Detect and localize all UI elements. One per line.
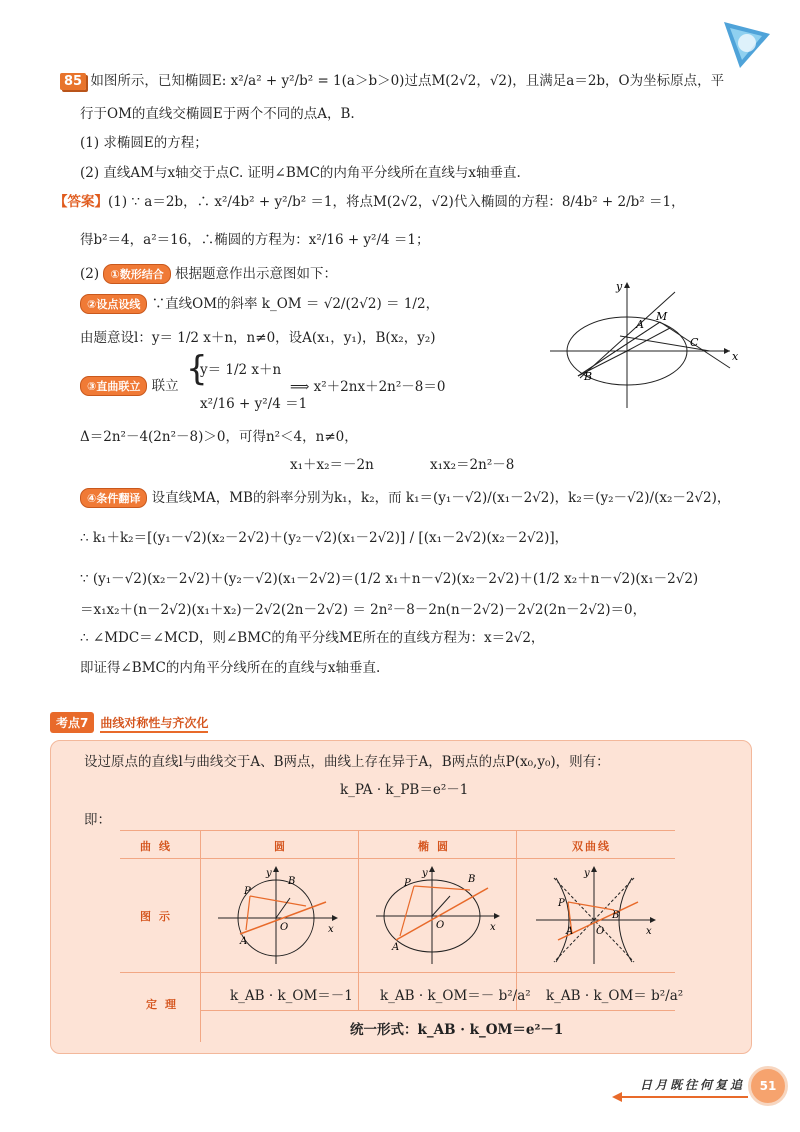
circle-y: y: [266, 868, 272, 879]
hyperbola-y: y: [584, 868, 590, 879]
table-line-header: [120, 858, 675, 859]
answer-line1: [54, 190, 685, 210]
topic-label: 考点7: [50, 712, 94, 733]
footer-slogan: 日月既往何复追: [640, 1078, 746, 1092]
hyperbola-B: B: [612, 910, 620, 921]
page-number: 51: [748, 1066, 788, 1106]
tag-shedian: ②设点设线: [80, 294, 147, 314]
topic-ji: 即：: [84, 812, 111, 828]
hyperbola-x: x: [646, 926, 652, 937]
table-vline-1: [200, 830, 201, 1042]
diag-B: B: [584, 370, 593, 383]
tag-tiaojian: ④条件翻译: [80, 488, 147, 508]
part2-text6: 设直线MA，MB的斜率分别为k₁，k₂，而 k₁＝(y₁－√2)/(x₁－2√2)，k₂＝(y₂－√2)/(x₂－2√2)，: [151, 490, 731, 506]
answer-p1-line2: 得b²＝4，a²＝16，∴椭圆的方程为：x²/16 + y²/4 ＝1；: [80, 232, 430, 248]
footer-arrowhead: [612, 1092, 622, 1102]
answer-p2-expand: ∵ (y₁－√2)(x₂－2√2)＋(y₂－√2)(x₁－2√2)＝(1/2 x₁＋n－√2)(x₂－2√2)＋(1/2 x₂＋n－√2)(x₁－2√2): [80, 571, 699, 587]
col-header-hyperbola: 双曲线: [572, 840, 611, 853]
part2-text2: ∵直线OM的斜率 k_OM ＝ √2/(2√2) ＝ 1/2，: [151, 296, 440, 312]
table-vline-2: [358, 830, 359, 1010]
vieta-product: x₁x₂＝2n²－8: [430, 457, 515, 473]
ellipse-B: B: [468, 874, 476, 885]
table-vline-3: [516, 830, 517, 1010]
hyperbola-A: A: [566, 926, 574, 937]
part2-lianli: 联立: [151, 378, 179, 394]
question-1: (1) 求椭圆E的方程；: [80, 135, 208, 151]
diag-A: A: [636, 318, 644, 331]
topic-formula: k_PA · k_PB＝e²－1: [340, 782, 469, 798]
ellipse-x: x: [490, 922, 496, 933]
topic-intro: 设过原点的直线l与曲线交于A、B两点，曲线上存在异于A，B两点的点P(x₀,y₀)，则有：: [84, 754, 610, 770]
ellipse-diagram: [550, 278, 740, 413]
answer-p1-line1: (1) ∵ a＝2b，∴ x²/4b² + y²/b² ＝1，将点M(2√2，√2)代入椭圆的方程：8/4b² + 2/b² ＝1，: [108, 194, 685, 210]
col-header-ellipse: 椭圆: [418, 840, 456, 853]
system-eq2: x²/16 + y²/4 ＝1: [200, 396, 308, 412]
table-line-thm: [200, 1010, 675, 1011]
problem-line1: [60, 69, 724, 89]
answer-p2-sum: ∴ k₁＋k₂＝[(y₁－√2)(x₂－2√2)＋(y₂－√2)(x₁－2√2)] / [(x₁－2√2)(x₂－2√2)]，: [80, 530, 569, 546]
answer-p2-line3: 由题意设l：y＝ 1/2 x＋n，n≠0，设A(x₁，y₁)，B(x₂，y₂): [80, 330, 436, 346]
answer-p2-system: [80, 374, 179, 396]
answer-p2-delta: Δ＝2n²－4(2n²－8)＞0，可得n²＜4，n≠0，: [80, 429, 358, 445]
problem-line2: 行于OM的直线交椭圆E于两个不同的点A，B.: [80, 106, 355, 122]
hyperbola-O: O: [596, 926, 605, 937]
answer-p2-conclusion: 即证得∠BMC的内角平分线所在的直线与x轴垂直.: [80, 660, 381, 676]
vieta-sum: x₁＋x₂＝－2n: [290, 457, 374, 473]
table-line-top: [120, 830, 675, 831]
hyperbola-figure: [528, 862, 668, 968]
circle-B: B: [288, 876, 296, 887]
answer-p2-line1: [80, 262, 337, 284]
part2-text1: 根据题意作出示意图如下：: [175, 266, 338, 282]
topic-title: 曲线对称性与齐次化: [100, 716, 208, 733]
answer-label: 【答案】: [54, 194, 108, 210]
row-header-theorem: 定理: [146, 998, 184, 1011]
tag-zhiqu: ③直曲联立: [80, 376, 147, 396]
table-line-fig: [120, 972, 675, 973]
answer-p2-angle: ∴ ∠MDC＝∠MCD，则∠BMC的角平分线ME所在的直线方程为：x＝2√2，: [80, 630, 545, 646]
theorem-ellipse: k_AB · k_OM＝－ b²/a²: [380, 988, 531, 1004]
circle-A: A: [240, 936, 248, 947]
corner-logo: [718, 14, 776, 72]
hyperbola-P: P: [558, 898, 565, 909]
diag-C: C: [690, 336, 699, 349]
footer-arrow: [620, 1096, 748, 1098]
ellipse-A: A: [392, 942, 400, 953]
circle-x: x: [328, 924, 334, 935]
ellipse-O: O: [436, 920, 445, 931]
question-2: (2) 直线AM与x轴交于点C. 证明∠BMC的内角平分线所在直线与x轴垂直.: [80, 165, 521, 181]
diag-x: x: [732, 350, 739, 363]
circle-O: O: [280, 922, 289, 933]
col-header-curve: 曲线: [140, 840, 178, 853]
problem-text-1: 如图所示，已知椭圆E: x²/a² + y²/b² = 1(a＞b＞0)过点M(2√2，√2)，且满足a＝2b，O为坐标原点，平: [90, 73, 725, 89]
ellipse-figure: [370, 862, 510, 968]
system-brace: {: [186, 349, 208, 389]
theorem-unified: 统一形式：k_AB · k_OM＝e²－1: [350, 1022, 564, 1038]
theorem-hyperbola: k_AB · k_OM＝ b²/a²: [546, 988, 684, 1004]
ellipse-P: P: [404, 878, 411, 889]
theorem-circle: k_AB · k_OM＝－1: [230, 988, 353, 1004]
col-header-circle: 圆: [274, 840, 293, 853]
answer-p2-line2: [80, 292, 439, 314]
problem-number: 85: [60, 73, 86, 90]
system-result: ⟹ x²＋2nx＋2n²－8＝0: [290, 379, 446, 395]
ellipse-y: y: [422, 868, 428, 879]
answer-p2-simplify: ＝x₁x₂＋(n－2√2)(x₁＋x₂)－2√2(2n－2√2) ＝ 2n²－8－2n(n－2√2)－2√2(2n－2√2)＝0，: [80, 602, 647, 618]
circle-figure: [210, 862, 350, 968]
row-header-figure: 图示: [140, 910, 178, 923]
topic-header: [50, 712, 208, 733]
circle-P: P: [244, 886, 251, 897]
diag-M: M: [656, 310, 668, 323]
tag-shuxing: ①数形结合: [103, 264, 170, 284]
diag-y: y: [616, 280, 623, 293]
part2-prefix: (2): [80, 266, 100, 282]
system-eq1: y＝ 1/2 x＋n: [200, 362, 282, 378]
answer-p2-slopes: [80, 486, 730, 508]
